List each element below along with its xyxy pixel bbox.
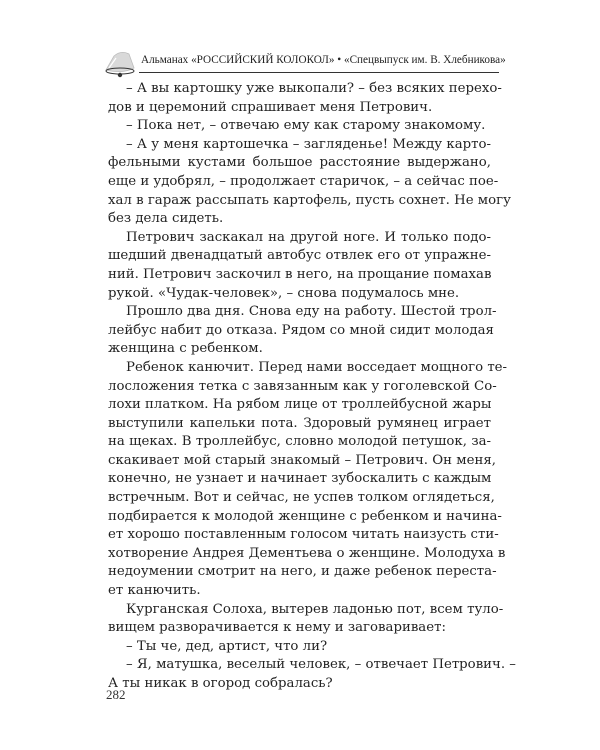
page-number: 282 (106, 687, 126, 702)
text-line: лосложения тетка с завязанным как у гоголевской Со- (108, 378, 497, 394)
body-text (108, 80, 516, 694)
text-line: Прошло два дня. Снова еду на работу. Шестой трол- (126, 304, 497, 320)
text-line: – Ты че, дед, артист, что ли? (126, 638, 328, 654)
text-line: женщина с ребенком. (108, 341, 263, 357)
text-line: Ребенок канючит. Перед нами восседает мощного те- (126, 359, 508, 375)
text-line: А ты никак в огород собралась? (108, 676, 333, 691)
text-line: лохи платком. На рябом лице от троллейбусной жары (108, 397, 492, 413)
text-line: дов и церемоний спрашивает меня Петрович. (108, 99, 433, 115)
text-line: – А у меня картошечка – загляденье! Между карто- (126, 136, 491, 152)
bell-logo-icon (103, 48, 137, 78)
text-line: рукой. «Чудак-человек», – снова подумалось мне. (108, 285, 460, 301)
text-line: выступили капельки пота. Здоровый румянец играет (108, 415, 491, 431)
running-title: Альманах «РОССИЙСКИЙ КОЛОКОЛ» • «Спецвыпуск им. В. Хлебникова» (141, 54, 506, 66)
text-line: фельными кустами большое расстояние выдержано, (108, 155, 491, 171)
text-line: встречным. Вот и сейчас, не успев толком оглядеться, (108, 490, 495, 506)
text-line: – А вы картошку уже выкопали? – без всяких перехо- (126, 81, 502, 96)
text-line: еще и удобрял, – продолжает старичок, – а сейчас пое- (108, 173, 499, 189)
header-rule (139, 72, 499, 73)
text-line: – Я, матушка, веселый человек, – отвечает Петрович. – (126, 657, 516, 673)
text-line: ет хорошо поставленным голосом читать наизусть сти- (108, 527, 499, 543)
text-line: на щеках. В троллейбус, словно молодой петушок, за- (108, 434, 491, 450)
text-line: ний. Петрович заскочил в него, на прощание помахав (108, 266, 492, 282)
text-line: шедший двенадцатый автобус отвлек его от упражне- (108, 248, 491, 264)
text-line: Курганская Солоха, вытерев ладонью пот, всем туло- (126, 601, 504, 617)
text-line: недоумении смотрит на него, и даже ребенок переста- (108, 564, 497, 580)
text-line: конечно, не узнает и начинает зубоскалить с каждым (108, 471, 492, 487)
text-line: – Пока нет, – отвечаю ему как старому знакомому. (126, 118, 486, 134)
text-line: ет канючить. (108, 583, 201, 599)
text-line: вищем разворачивается к нему и заговаривает: (108, 620, 446, 636)
text-line: хал в гараж рассыпать картофель, пусть сохнет. Не могу (108, 192, 511, 208)
text-line: скакивает мой старый знакомый – Петрович. Он меня, (108, 452, 496, 468)
running-header (103, 48, 506, 80)
text-line: Петрович заскакал на другой ноге. И только подо- (126, 229, 491, 245)
text-line: без дела сидеть. (108, 211, 224, 227)
text-line: лейбус набит до отказа. Рядом со мной сидит молодая (108, 322, 494, 338)
text-line: хотворение Андрея Дементьева о женщине. Молодуха в (108, 545, 506, 561)
text-line: подбирается к молодой женщине с ребенком и начина- (108, 508, 502, 524)
